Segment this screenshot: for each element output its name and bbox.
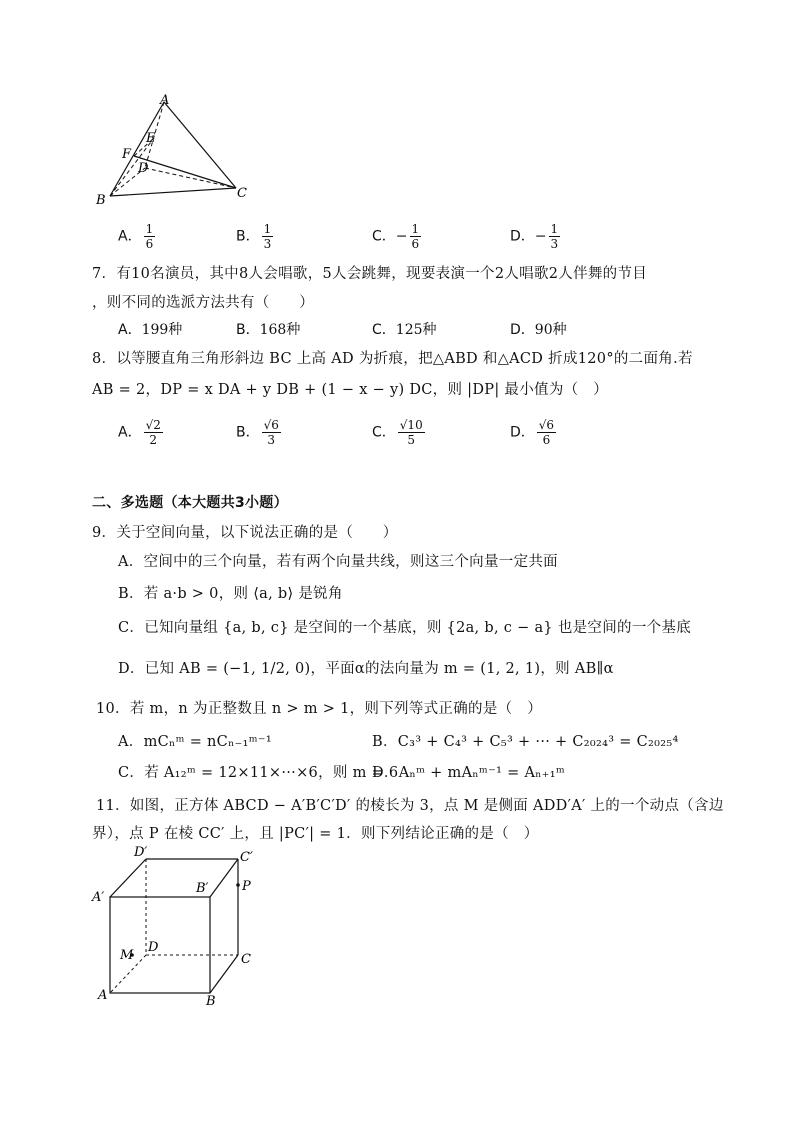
q11-label-C1: C′ [240,850,253,865]
q11-label-B1: B′ [196,881,209,896]
q8-option-den: 5 [407,433,416,447]
q8-option-fraction [398,418,425,447]
q8-option-num: √6 [263,418,279,432]
q11-stem-line1: 11．如图，正方体 ABCD − A′B′C′D′ 的棱长为 3，点 M 是侧面 ADD′A′ 上的一个动点（含边 [96,798,724,814]
q11-label-P: P [242,879,251,894]
q11-label-D1: D′ [134,845,148,860]
q7-option-label: C． [372,322,396,338]
q8-option-den: 6 [542,433,551,447]
q11-label-A: A [98,988,108,1003]
q8-option-c [372,418,427,447]
q6-option-fraction [144,222,156,251]
q11-label-D: D [148,940,159,955]
q7-option-label: A． [118,322,142,338]
q6-option-label: D． [510,228,535,245]
q7-option-text: 168种 [259,322,301,338]
q6-label-C: C [237,186,247,201]
q8-option-label: D． [510,424,535,441]
q8-option-label: C． [372,424,396,441]
q8-option-label: B． [236,424,260,441]
q7-option-a [118,319,182,339]
q8-option-den: 3 [267,433,276,447]
q10-option-c: C．若 A₁₂ᵐ = 12×11×···×6，则 m = 6 [118,765,399,781]
q6-option-sign: − [534,228,547,245]
q10-stem: 10．若 m，n 为正整数且 n > m > 1，则下列等式正确的是（ ） [96,701,543,717]
q6-option-label: C． [372,228,396,245]
q6-label-D: D [138,161,149,176]
q6-option-sign: − [395,228,408,245]
q7-option-b [236,319,300,339]
q8-option-fraction [537,418,556,447]
q6-option-label: B． [236,228,260,245]
q10-option-d: D．Aₙᵐ + mAₙᵐ⁻¹ = Aₙ₊₁ᵐ [372,765,566,781]
q6-option-fraction [549,222,561,251]
q9-option-a: A．空间中的三个向量，若有两个向量共线，则这三个向量一定共面 [118,554,558,570]
q7-option-label: B． [236,322,260,338]
q7-option-d [510,319,567,339]
q8-option-fraction [144,418,163,447]
q8-option-num: √6 [538,418,555,432]
q8-option-b [236,418,283,447]
q9-option-d: D．已知 AB = (−1, 1/2, 0)，平面α的法向量为 m = (1, 2, 1)，则 AB∥α [118,661,614,677]
q6-option-den: 6 [145,237,154,251]
q6-tetrahedron-figure [90,90,260,210]
q11-cube-figure [86,845,276,1010]
q8-option-d [510,418,558,447]
q7-option-label: D． [510,322,535,338]
q10-option-a: A．mCₙᵐ = nCₙ₋₁ᵐ⁻¹ [118,734,272,750]
q6-option-fraction [410,222,422,251]
q7-option-text: 90种 [534,322,567,338]
q9-option-b: B．若 a·b > 0，则 ⟨a, b⟩ 是锐角 [118,586,343,602]
q6-option-num: 1 [263,222,272,236]
q8-stem-line1: 8．以等腰直角三角形斜边 BC 上高 AD 为折痕，把△ABD 和△ACD 折成120°的二面角.若 [92,351,693,367]
q11-label-C: C [241,952,251,967]
q6-option-b [236,222,275,251]
q6-option-c [372,222,423,251]
q6-option-label: A． [118,228,142,245]
q8-option-num: √10 [399,418,423,432]
q7-option-text: 125种 [395,322,437,338]
q11-label-A1: A′ [92,890,105,905]
q9-option-c: C．已知向量组 {a, b, c} 是空间的一个基底，则 {2a, b, c − a} 也是空间的一个基底 [118,620,692,636]
q7-option-c [372,319,437,339]
q8-option-a [118,418,165,447]
q9-stem: 9．关于空间向量，以下说法正确的是（ ） [92,525,398,541]
q6-option-num: 1 [411,222,420,236]
section-title-multiple-choice: 二、多选题（本大题共3小题） [92,495,288,511]
q7-stem-line1: 7．有10名演员，其中8人会唱歌，5人会跳舞，现要表演一个2人唱歌2人伴舞的节目 [92,266,648,282]
q6-label-E: E [146,131,156,146]
q10-option-b: B．C₃³ + C₄³ + C₅³ + ··· + C₂₀₂₄³ = C₂₀₂₅⁴ [372,734,679,750]
q6-option-den: 6 [411,237,420,251]
q6-option-fraction [262,222,274,251]
q11-point-P [236,883,240,887]
q8-option-den: 2 [149,433,158,447]
q6-label-B: B [96,193,106,208]
q11-label-M: M [120,948,134,963]
q11-label-B: B [206,994,216,1009]
q6-label-F: F [122,147,132,162]
q8-option-label: A． [118,424,142,441]
q8-option-fraction [262,418,281,447]
q6-option-num: 1 [145,222,154,236]
q8-stem-line2: AB = 2，DP = x DA + y DB + (1 − x − y) DC，则 |DP| 最小值为（ ） [92,382,609,398]
q6-option-num: 1 [550,222,559,236]
q11-stem-line2: 界），点 P 在棱 CC′ 上，且 |PC′| = 1．则下列结论正确的是（ ） [92,826,539,842]
q7-stem-line2: ，则不同的选派方法共有（ ） [92,295,314,311]
q6-option-den: 3 [550,237,559,251]
q6-option-d [510,222,562,251]
q6-label-A: A [160,93,170,108]
q7-option-text: 199种 [141,322,183,338]
q6-option-den: 3 [263,237,272,251]
q8-option-num: √2 [145,418,161,432]
q6-option-a [118,222,157,251]
